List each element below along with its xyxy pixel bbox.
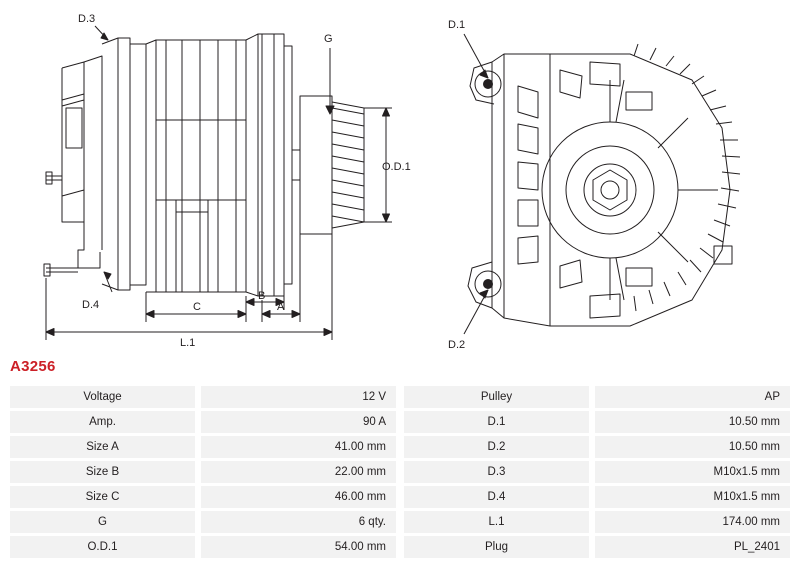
spec-value: M10x1.5 mm	[595, 486, 790, 508]
spec-label: Amp.	[10, 411, 195, 433]
spec-value: 41.00 mm	[201, 436, 396, 458]
table-row	[10, 511, 396, 533]
table-row	[404, 461, 790, 483]
spec-label: D.1	[404, 411, 589, 433]
label-a: A	[277, 301, 285, 313]
table-row	[10, 486, 396, 508]
spec-label: Size B	[10, 461, 195, 483]
spec-value: 12 V	[201, 386, 396, 408]
spec-table-left	[10, 383, 396, 561]
spec-value: 174.00 mm	[595, 511, 790, 533]
label-b: B	[258, 290, 266, 302]
spec-value: 10.50 mm	[595, 436, 790, 458]
spec-label: O.D.1	[10, 536, 195, 558]
label-d4: D.4	[82, 299, 100, 311]
specifications	[10, 383, 790, 561]
spec-label: D.2	[404, 436, 589, 458]
table-row	[10, 461, 396, 483]
spec-label: L.1	[404, 511, 589, 533]
label-od1: O.D.1	[382, 161, 411, 173]
spec-value: AP	[595, 386, 790, 408]
table-row	[10, 536, 396, 558]
spec-value: 10.50 mm	[595, 411, 790, 433]
spec-label: Voltage	[10, 386, 195, 408]
spec-value: 90 A	[201, 411, 396, 433]
spec-label: D.3	[404, 461, 589, 483]
spec-label: Size A	[10, 436, 195, 458]
label-c: C	[193, 301, 201, 313]
table-row	[10, 411, 396, 433]
table-row	[10, 386, 396, 408]
part-code: A3256	[10, 358, 56, 375]
spec-label: D.4	[404, 486, 589, 508]
label-g: G	[324, 33, 333, 45]
table-row	[404, 436, 790, 458]
table-row	[404, 411, 790, 433]
spec-label: Plug	[404, 536, 589, 558]
table-row	[10, 436, 396, 458]
alternator-side-view	[0, 0, 430, 352]
alternator-front-view	[430, 0, 800, 352]
spec-value: 22.00 mm	[201, 461, 396, 483]
spec-value: PL_2401	[595, 536, 790, 558]
table-row	[404, 536, 790, 558]
label-d1: D.1	[448, 19, 466, 31]
spec-label: Pulley	[404, 386, 589, 408]
spec-value: 46.00 mm	[201, 486, 396, 508]
label-d2: D.2	[448, 339, 466, 351]
table-row	[404, 486, 790, 508]
spec-value: 54.00 mm	[201, 536, 396, 558]
spec-label: G	[10, 511, 195, 533]
spec-value: 6 qty.	[201, 511, 396, 533]
label-l1: L.1	[180, 337, 196, 349]
spec-table-right	[404, 383, 790, 561]
spec-value: M10x1.5 mm	[595, 461, 790, 483]
spec-label: Size C	[10, 486, 195, 508]
table-row	[404, 386, 790, 408]
table-row	[404, 511, 790, 533]
label-d3: D.3	[78, 13, 96, 25]
